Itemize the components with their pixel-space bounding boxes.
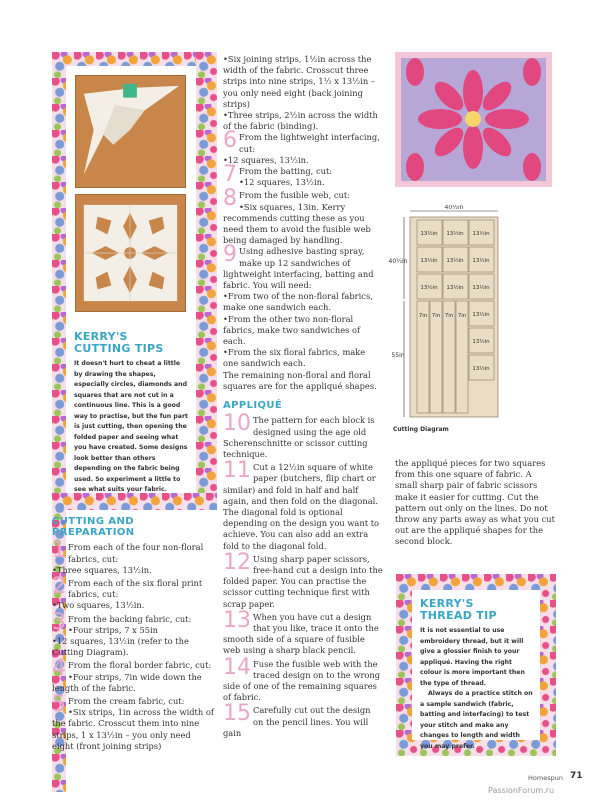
step-4: 4 From the floral border fabric, cut: • Four strips, 7in wide down the length of the fabric. xyxy=(52,660,214,694)
step-number: 1 xyxy=(52,538,66,564)
thread-tip-p1: It is not essential to use embroidery thread, but it will give a glossier finish to your appliqué. Having the right colour is more important then the type of thread. xyxy=(420,627,525,687)
floral-border-sidebar-right xyxy=(196,52,217,510)
photo-cut-paper-design xyxy=(75,194,186,312)
square-label: 13½in xyxy=(420,231,438,237)
photo-folded-paper xyxy=(75,75,186,188)
step-13: 13 When you have cut a design that you like, trace it onto the smooth side of a square of fusible web using a sharp black pencil. xyxy=(223,607,379,656)
step-10: 10 The pattern for each block is designed using the age old Scherenschnitte or scissor cutting technique. xyxy=(223,411,375,459)
cutting-tips-title: KERRY'S CUTTING TIPS xyxy=(74,330,164,355)
thread-tip-box xyxy=(412,590,540,750)
strip-label: 7in xyxy=(457,313,467,319)
photo-quilt xyxy=(395,52,552,187)
square-label: 13½in xyxy=(446,285,464,291)
strip-label: 7in xyxy=(431,313,441,319)
step-2-bullet: • Two squares, 13½in. xyxy=(52,600,214,611)
step-9: 9 Using adhesive basting spray, make up 12 sandwiches of lightweight interfacing, batting and fabric. You will need: xyxy=(223,242,374,291)
step-15: 15 Carefully cut out the design on the pencil lines. You will gain xyxy=(223,701,371,738)
dimension-length: 55in xyxy=(391,352,405,359)
step-number: 14 xyxy=(223,654,251,680)
step-7: 7 From the batting, cut: • 12 squares, 13½in. xyxy=(223,166,383,188)
cutting-tips-box xyxy=(66,323,196,493)
cutting-heading: CUTTING AND PREPARATION xyxy=(52,516,135,539)
thread-tip-title: KERRY'S THREAD TIP xyxy=(420,597,497,622)
step-number: 15 xyxy=(223,701,251,727)
floral-border-sidebar-bottom xyxy=(52,493,217,510)
cutting-section xyxy=(52,516,214,752)
step-number: 9 xyxy=(223,242,237,268)
strip-label: 7in xyxy=(418,313,428,319)
square-label: 13½in xyxy=(472,258,490,264)
step-number: 12 xyxy=(223,549,251,575)
step-number: 4 xyxy=(52,656,66,682)
step-6: 6 From the lightweight interfacing, cut: xyxy=(223,128,380,154)
step-number: 5 xyxy=(52,692,66,718)
square-label: 13½in xyxy=(472,339,490,345)
step-3-bullet: • 12 squares, 13½in (refer to the Cutting Diagram). xyxy=(52,636,214,658)
square-label: 13½in xyxy=(420,258,438,264)
watermark: PassionForum.ru xyxy=(488,786,555,795)
cutting-tips-text: It doesn't hurt to cheat a little by drawing the shapes, especially circles, diamonds and squares that are not cut in a continuous line. This is a good way to practise, but the fun part is just cutting, then opening the folded paper and seeing what you have created. Some designs look better than others depending on the fabric being used. So experiment a little to see what suits your fabric. xyxy=(74,360,188,493)
diagram-caption: Cutting Diagram xyxy=(393,426,449,433)
step-1: 1 From each of the four non-floral fabrics, cut: xyxy=(52,538,204,564)
thread-tip-p2: Always do a practice stitch on a sample sandwich (fabric, batting and interfacing) to test your stitch and make any changes to length and width you may prefer. xyxy=(420,690,533,750)
middle-column: • Six joining strips, 1½in across the width of the fabric. Crosscut three strips into nine strips, 1½ x 13½in – you only need eight (back joining strips) • Three strips, 2½in across the width of the fabric (binding). 6 From the lightweight interfacing, cut: • 12 squares, 13½in. 7 From the batting, cut: • 12 squares, 13½in. 8 From the fusible web, cut: • Six squares, 13in. Kerry recommends cutting these as you need them to avoid the fusible web being damaged by handling. 9 Using adhesive basting spray, make up 12 sandwiches of lightweight interfacing, batting and fabric. You will need: • From two of the non-floral fabrics, make one sandwich each. • From the other two non-floral fabrics, make two sandwiches of each. • From the six floral fabrics, make one sandwich each. The remaining non-floral and floral squares are for the appliqué shapes. APPLIQUÉ 10 The pattern for each block is designed using the age old Scherenschnitte or scissor cutting technique. 11 Cut a 12½in square of white paper (butchers, flip chart or similar) and fold in half and half again, and then fold on the diagonal. The diagonal fold is optional depending on the design you want to achieve. You can also add an extra fold to the diagonal fold. 12 Using sharp paper scissors, free-hand cut a design into the folded paper. You can practise the scissor cutting technique first with scrap paper. 13 When you have cut a design that you like, trace it onto the smooth side of a square of fusible web using a sharp black pencil. 14 Fuse the fusible web with the traced design on to the wrong side of one of the remaining squares of fabric. 15 Carefully cut out the design on the pencil lines. You will gain xyxy=(223,54,383,739)
floral-border-top xyxy=(52,52,217,66)
square-label: 13½in xyxy=(472,285,490,291)
step-number: 2 xyxy=(52,574,66,600)
step-number: 13 xyxy=(223,607,251,633)
dimension-width: 40½in xyxy=(444,205,464,211)
square-label: 13½in xyxy=(446,258,464,264)
square-label: 13½in xyxy=(472,312,490,318)
step-2: 2 From each of the six floral print fabrics, cut: xyxy=(52,574,203,600)
step-8: 8 From the fusible web, cut: • Six squares, 13in. Kerry recommends cutting these as you need them to avoid the fusible web being damaged by handling. xyxy=(223,190,383,246)
square-label: 13½in xyxy=(472,231,490,237)
step-number: 11 xyxy=(223,458,251,484)
applique-heading: APPLIQUÉ xyxy=(223,400,283,412)
step-number: 3 xyxy=(52,609,66,635)
step-12: 12 Using sharp paper scissors, free-hand cut a design into the folded paper. You can practise the scissor cutting technique first with scrap paper. xyxy=(223,549,383,609)
binding-bullet: • Three strips, 2½in across the width of the fabric (binding). xyxy=(223,110,383,132)
strip-label: 7in xyxy=(444,313,454,319)
step-number: 8 xyxy=(223,186,237,212)
step-1-bullet: • Three squares, 13½in. xyxy=(52,565,214,576)
step-14: 14 Fuse the fusible web with the traced design on to the wrong side of one of the remaining squares of fabric. xyxy=(223,654,381,703)
right-column-text: the appliqué pieces for two squares from this one square of fabric. A small sharp pair of fabric scissors make it easier for cutting. Cut the pattern out only on the lines. Do not throw any parts away as what you cut out are the appliqué shapes for the second block. xyxy=(395,458,555,547)
square-label: 13½in xyxy=(472,366,490,372)
cutting-diagram xyxy=(388,205,553,435)
page-number: 71 xyxy=(570,771,583,781)
step-number: 10 xyxy=(223,411,251,437)
magazine-name: Homespun xyxy=(528,774,563,782)
square-label: 13½in xyxy=(420,285,438,291)
step-5: 5 From the cream fabric, cut: • Six strips, 1in across the width of the fabric. Crosscut them into nine strips, 1 x 13½in – you only need eight (front joining strips) xyxy=(52,696,214,752)
square-label: 13½in xyxy=(446,231,464,237)
step-3: 3 From the backing fabric, cut: • Four strips, 7 x 55in xyxy=(52,614,214,636)
joining-strips-bullet: • Six joining strips, 1½in across the width of the fabric. Crosscut three strips into nine strips, 1½ x 13½in – you only need eight (back joining strips) xyxy=(223,54,383,110)
step-number: 6 xyxy=(223,128,237,154)
step-11: 11 Cut a 12½in square of white paper (butchers, flip chart or similar) and fold in half and half again, and then fold on the diagonal. The diagonal fold is optional depending on the design you want to achieve. You can also add an extra fold to the diagonal fold. xyxy=(223,458,380,551)
step-number: 7 xyxy=(223,162,237,188)
dimension-height: 40½in xyxy=(388,258,408,265)
